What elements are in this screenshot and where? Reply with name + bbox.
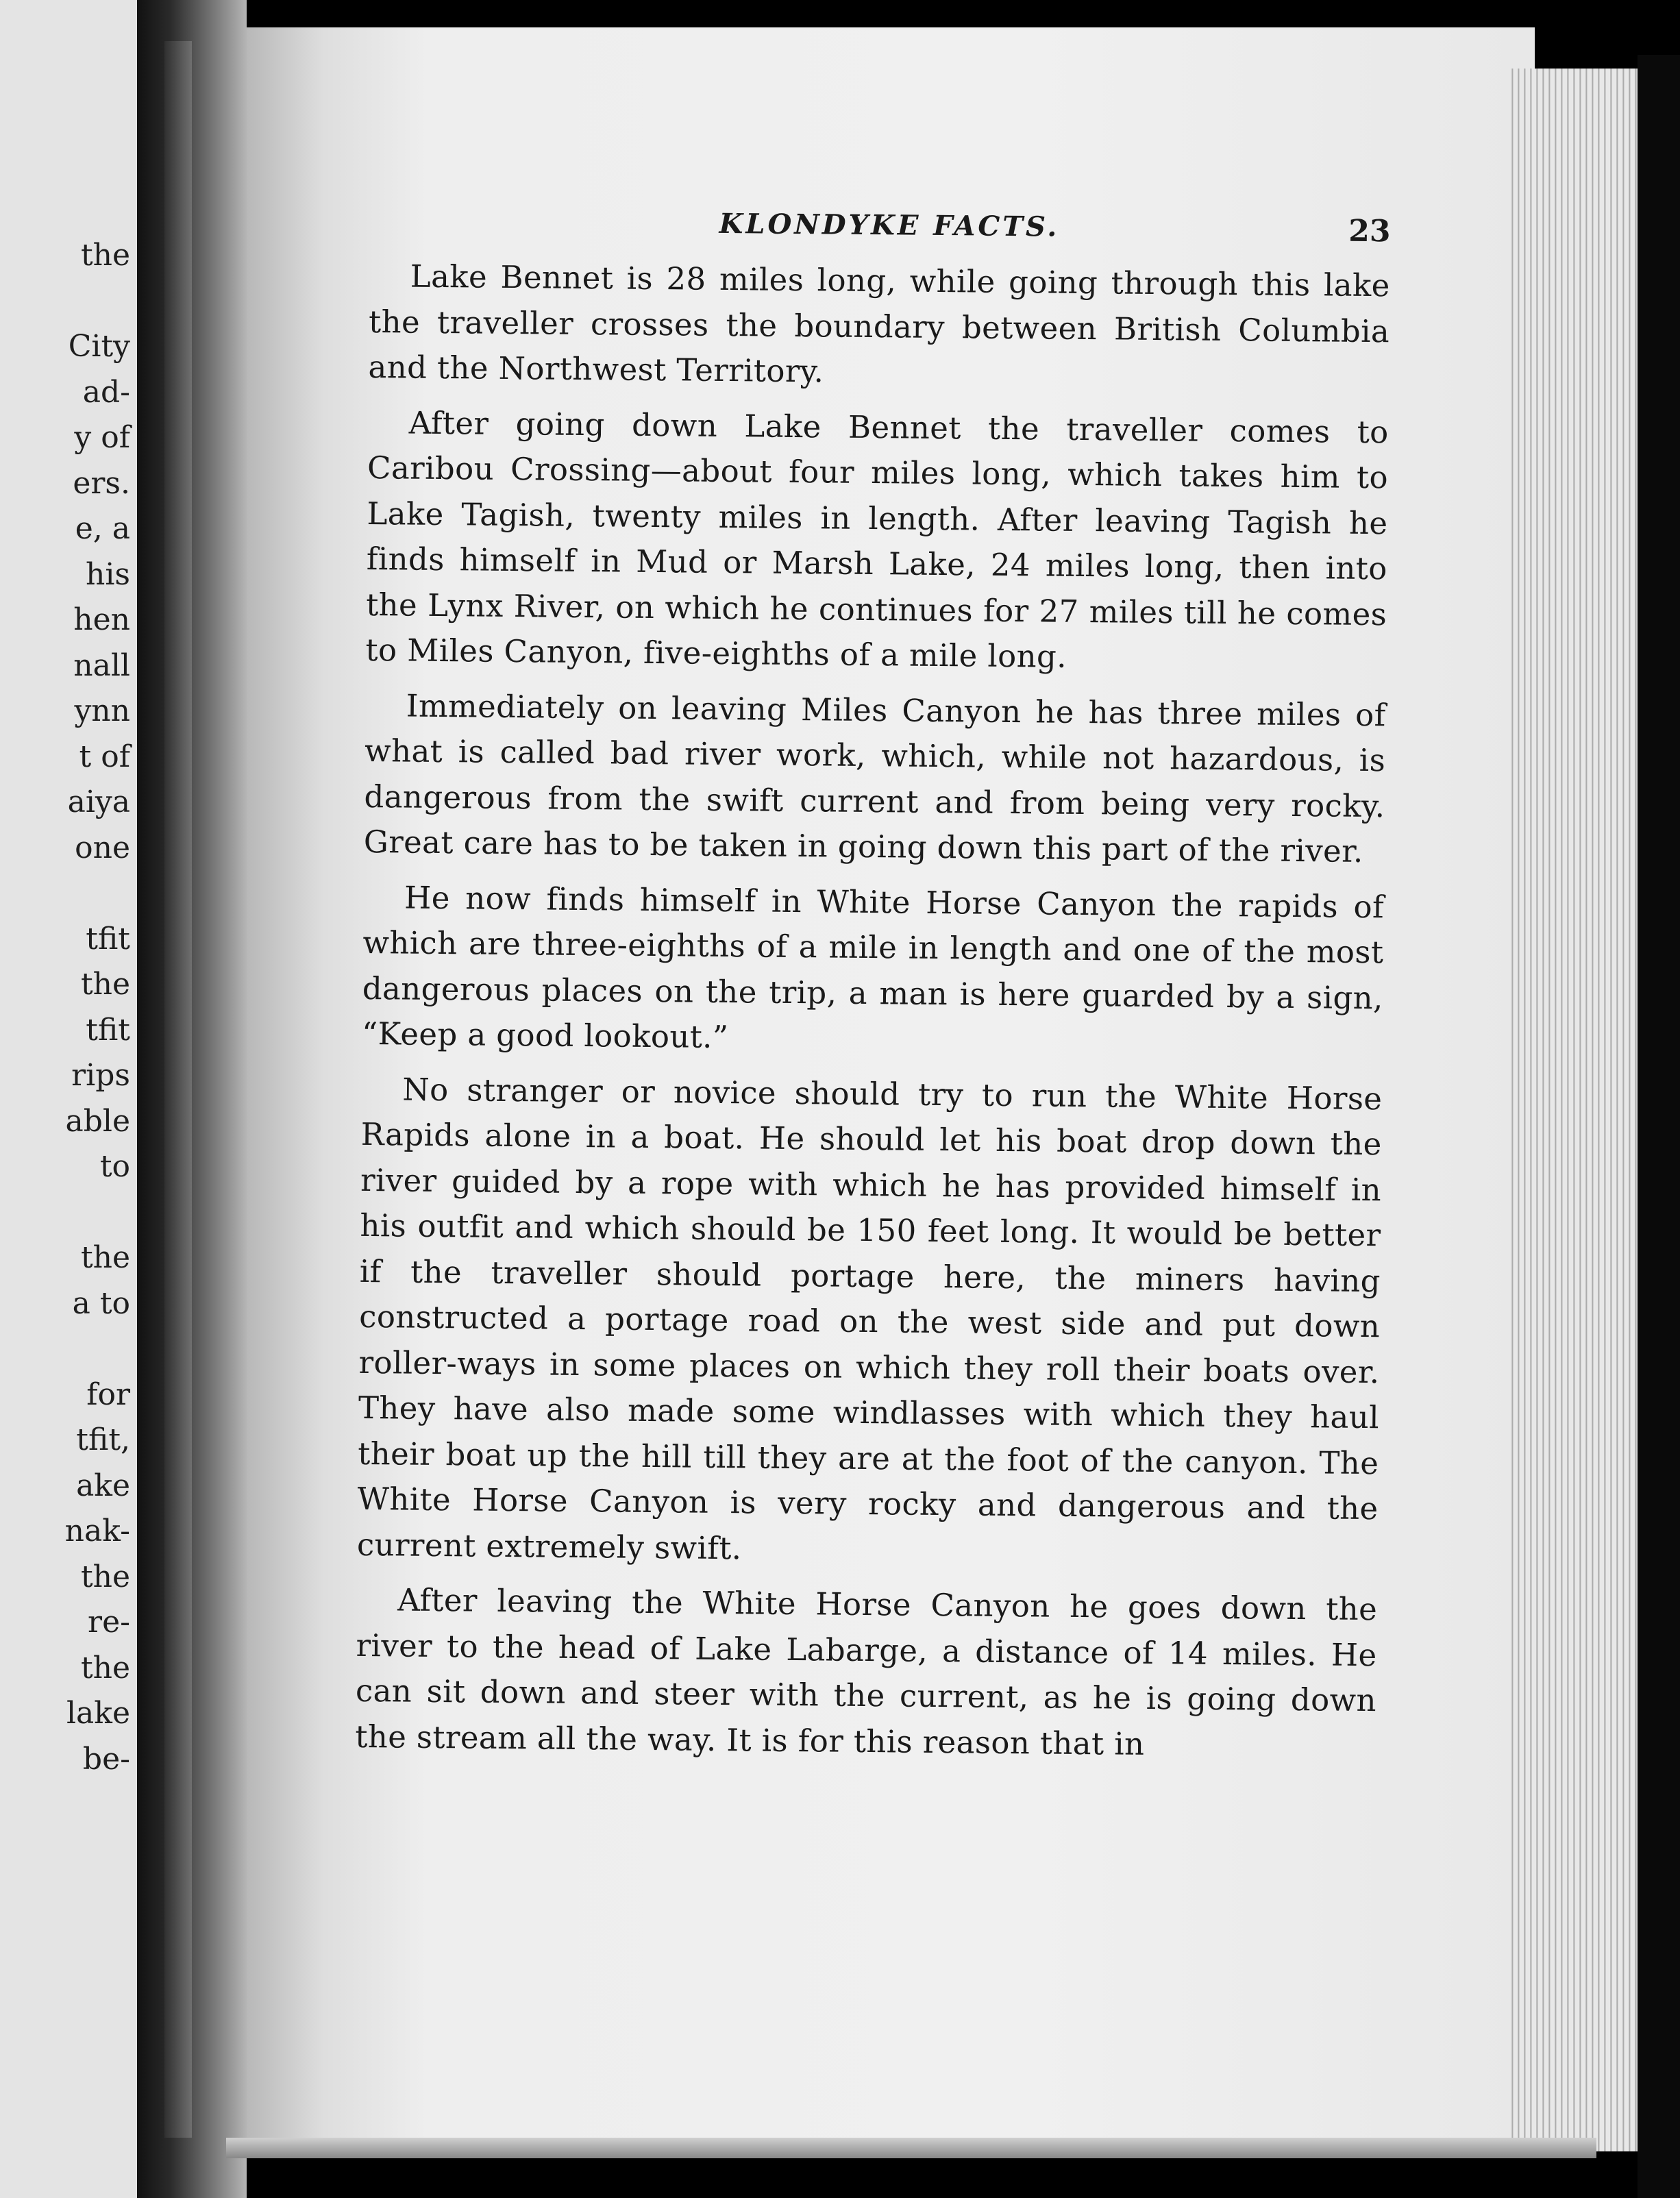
left-line: rips — [71, 1058, 130, 1093]
left-line: be- — [82, 1741, 130, 1777]
left-line: hen — [73, 602, 130, 637]
left-line: tfit — [86, 921, 130, 956]
page-edge-stack — [1507, 69, 1644, 2151]
running-head-title: KLONDYKE FACTS. — [719, 207, 1060, 243]
left-line: to — [99, 1149, 130, 1184]
left-line: the — [80, 1650, 130, 1685]
left-line: ynn — [74, 693, 130, 728]
left-line: t of — [79, 739, 130, 774]
left-line: tfit, — [76, 1422, 130, 1457]
left-line: aiya — [67, 785, 130, 819]
left-line — [7, 1190, 137, 1236]
running-head — [369, 192, 1391, 263]
left-line: for — [86, 1376, 130, 1412]
paragraph: After going down Lake Bennet the traveller comes to Caribou Crossing—about four miles long, which takes him to Lake Tagish, twenty miles in length. After leaving Tagish he finds himself in Mud or Marsh Lake, 24 miles long, then into the Lynx River, on which he continues for 27 miles till he comes to Miles Canyon, five-eighths of a mile long. — [365, 404, 1389, 675]
left-line: y of — [74, 420, 130, 455]
left-line: tfit — [86, 1012, 130, 1048]
left-facing-page — [0, 0, 137, 2198]
left-line: re- — [88, 1605, 130, 1640]
paragraph: Lake Bennet is 28 miles long, while going through this lake the traveller crosses the boundary between British Columbia and the Northwest Territory. — [368, 258, 1391, 390]
paragraph: After leaving the White Horse Canyon he goes down the river to the head of Lake Labarge, a distance of 14 miles. He can sit down and steer with the current, as he is going down the stream all the way. It is for this reason that in — [355, 1581, 1378, 1762]
left-line: the — [80, 1559, 130, 1594]
gutter-edge — [164, 41, 192, 2138]
left-line: nall — [73, 647, 130, 683]
left-line: ake — [76, 1468, 130, 1503]
paragraph: No stranger or novice should try to run the White Horse Rapids alone in a boat. He should let his boat drop down the river guided by a rope with which he has provided himself in his outfit and which should be 150 feet long. It would be better if the traveller should portage here, the miners having constructed a portage road on the west side and put down roller-ways in some places on which they roll their boats over. They have also made some windlasses with which they haul their boat up the hill till they are at the foot of the canyon. The White Horse Canyon is very rocky and dangerous and the current extremely swift. — [356, 1071, 1383, 1566]
left-line: able — [65, 1103, 130, 1139]
left-line: one — [75, 830, 130, 865]
left-line: his — [86, 556, 130, 592]
paragraph: Immediately on leaving Miles Canyon he has three miles of what is called bad river work, which, while not hazardous, is dangerous from the swift current and from being very rocky. Great care has to be taken in going down this part of the river. — [363, 687, 1386, 869]
left-line — [7, 1326, 137, 1372]
left-line: nak- — [64, 1514, 130, 1548]
left-line: City — [68, 329, 130, 364]
page-bottom-edge — [226, 2138, 1596, 2158]
book-gutter-shadow — [137, 0, 247, 2198]
page-number: 23 — [1348, 213, 1391, 249]
left-line: ers. — [73, 465, 130, 501]
left-line — [7, 871, 137, 917]
left-line: ad- — [82, 374, 130, 410]
background-shadow — [1638, 55, 1680, 2198]
page-content — [355, 192, 1391, 1779]
left-line — [7, 279, 137, 325]
left-line: the — [80, 1240, 130, 1275]
left-line: a to — [72, 1285, 130, 1321]
left-line: e, a — [75, 511, 130, 546]
left-line: the — [80, 967, 130, 1002]
left-line: the — [80, 238, 130, 273]
paragraph: He now finds himself in White Horse Canyon the rapids of which are three-eighths of a mile in length and one of the most dangerous places on the trip, a man is here guarded by a sign, “Keep a good lookout.” — [361, 879, 1385, 1056]
left-line: lake — [66, 1696, 130, 1731]
left-page-text-fragments — [7, 233, 137, 1782]
